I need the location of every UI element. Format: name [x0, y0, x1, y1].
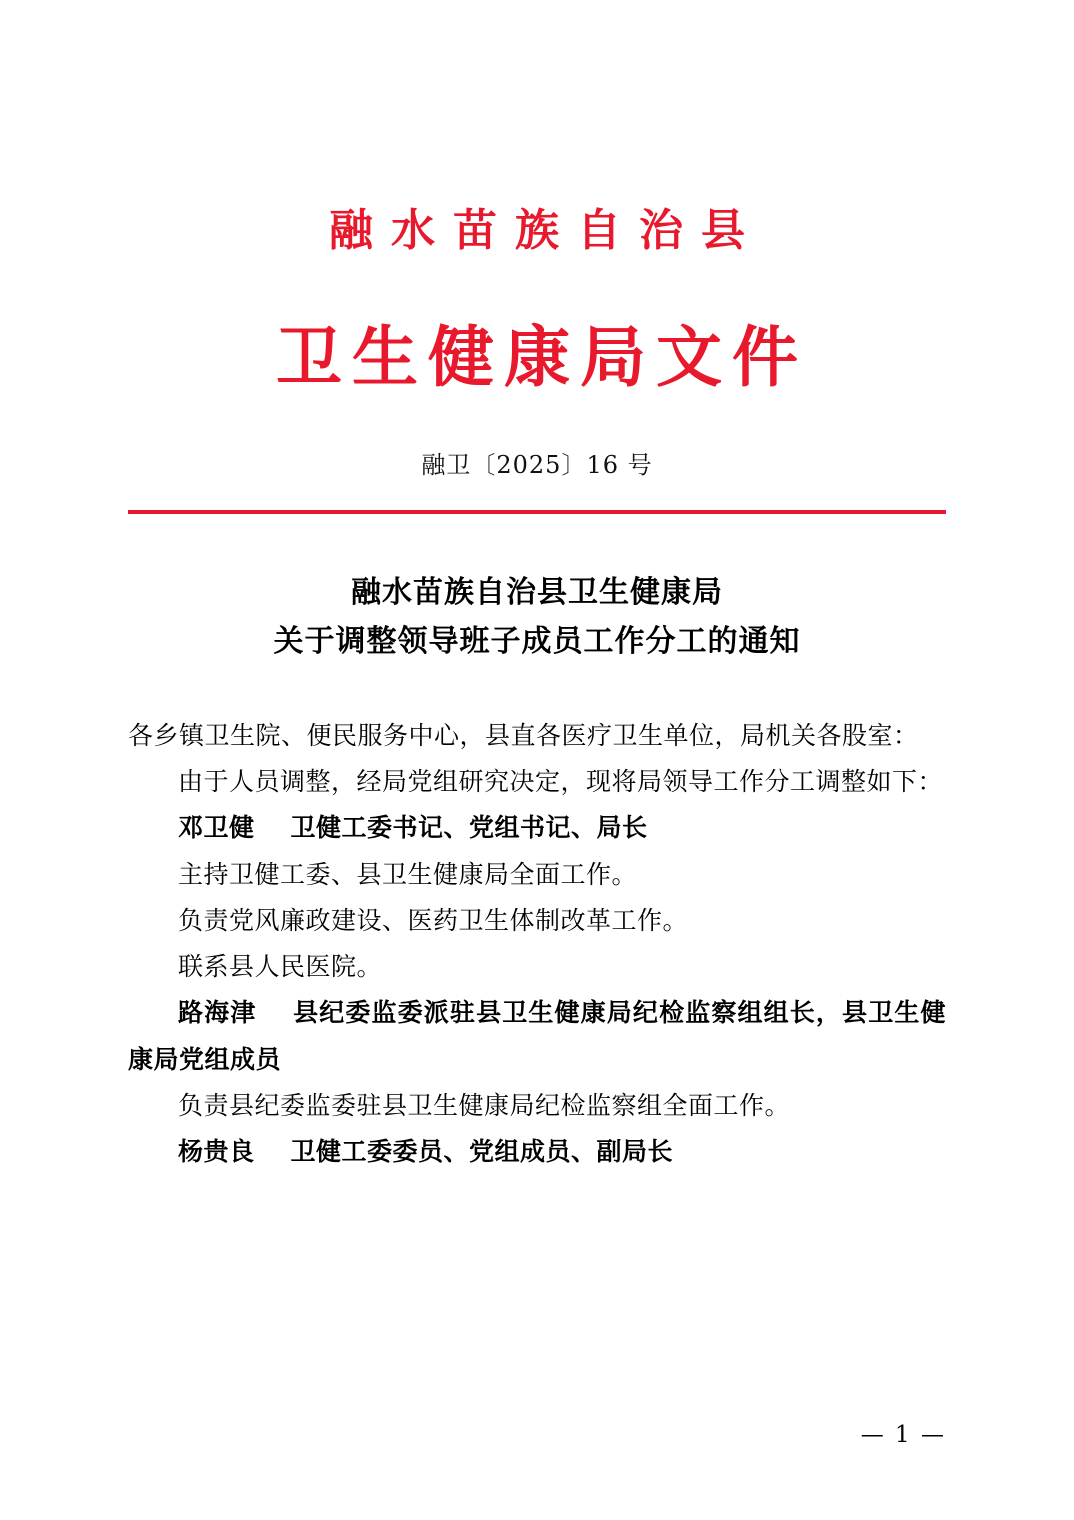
entry-0-heading	[128, 805, 946, 851]
entry-0-name: 邓卫健	[178, 813, 255, 843]
page-title-line-2: 关于调整领导班子成员工作分工的通知	[273, 624, 801, 660]
recipients-paragraph: 各乡镇卫生院、便民服务中心，县直各医疗卫生单位，局机关各股室：	[128, 720, 919, 750]
entry-0-position: 卫健工委书记、党组书记、局长	[290, 813, 648, 843]
entry-2-position: 卫健工委委员、党组成员、副局长	[290, 1137, 674, 1167]
entry-0-duty-1: 负责党风廉政建设、医药卫生体制改革工作。	[178, 905, 689, 935]
entry-1-name: 路海津	[178, 998, 257, 1028]
entry-1-position: 县纪委监委派驻县卫生健康局纪检监察组组长，县卫生健康局党组成员	[128, 998, 946, 1074]
document-type-line: 卫生健康局文件	[276, 317, 808, 396]
page-title	[128, 568, 946, 667]
document-body	[128, 713, 946, 1176]
entry-0-duty-2: 联系县人民医院。	[178, 952, 383, 982]
page-title-line-1: 融水苗族自治县卫生健康局	[351, 574, 723, 610]
entry-2-name: 杨贵良	[178, 1137, 255, 1167]
page-number: — 1 —	[860, 1422, 946, 1448]
entry-0-duty-0: 主持卫健工委、县卫生健康局全面工作。	[178, 859, 638, 889]
entry-1-duty-0: 负责县纪委监委驻县卫生健康局纪检监察组全面工作。	[178, 1090, 791, 1120]
issuing-authority-line: 融水苗族自治县	[329, 205, 763, 256]
entry-1-heading	[128, 990, 946, 1083]
document-number: 融卫〔2025〕16 号	[421, 450, 653, 479]
intro-paragraph: 由于人员调整，经局党组研究决定，现将局领导工作分工调整如下：	[178, 767, 944, 797]
entry-2-heading	[128, 1129, 946, 1175]
masthead	[128, 205, 946, 397]
red-divider-rule	[128, 510, 946, 514]
